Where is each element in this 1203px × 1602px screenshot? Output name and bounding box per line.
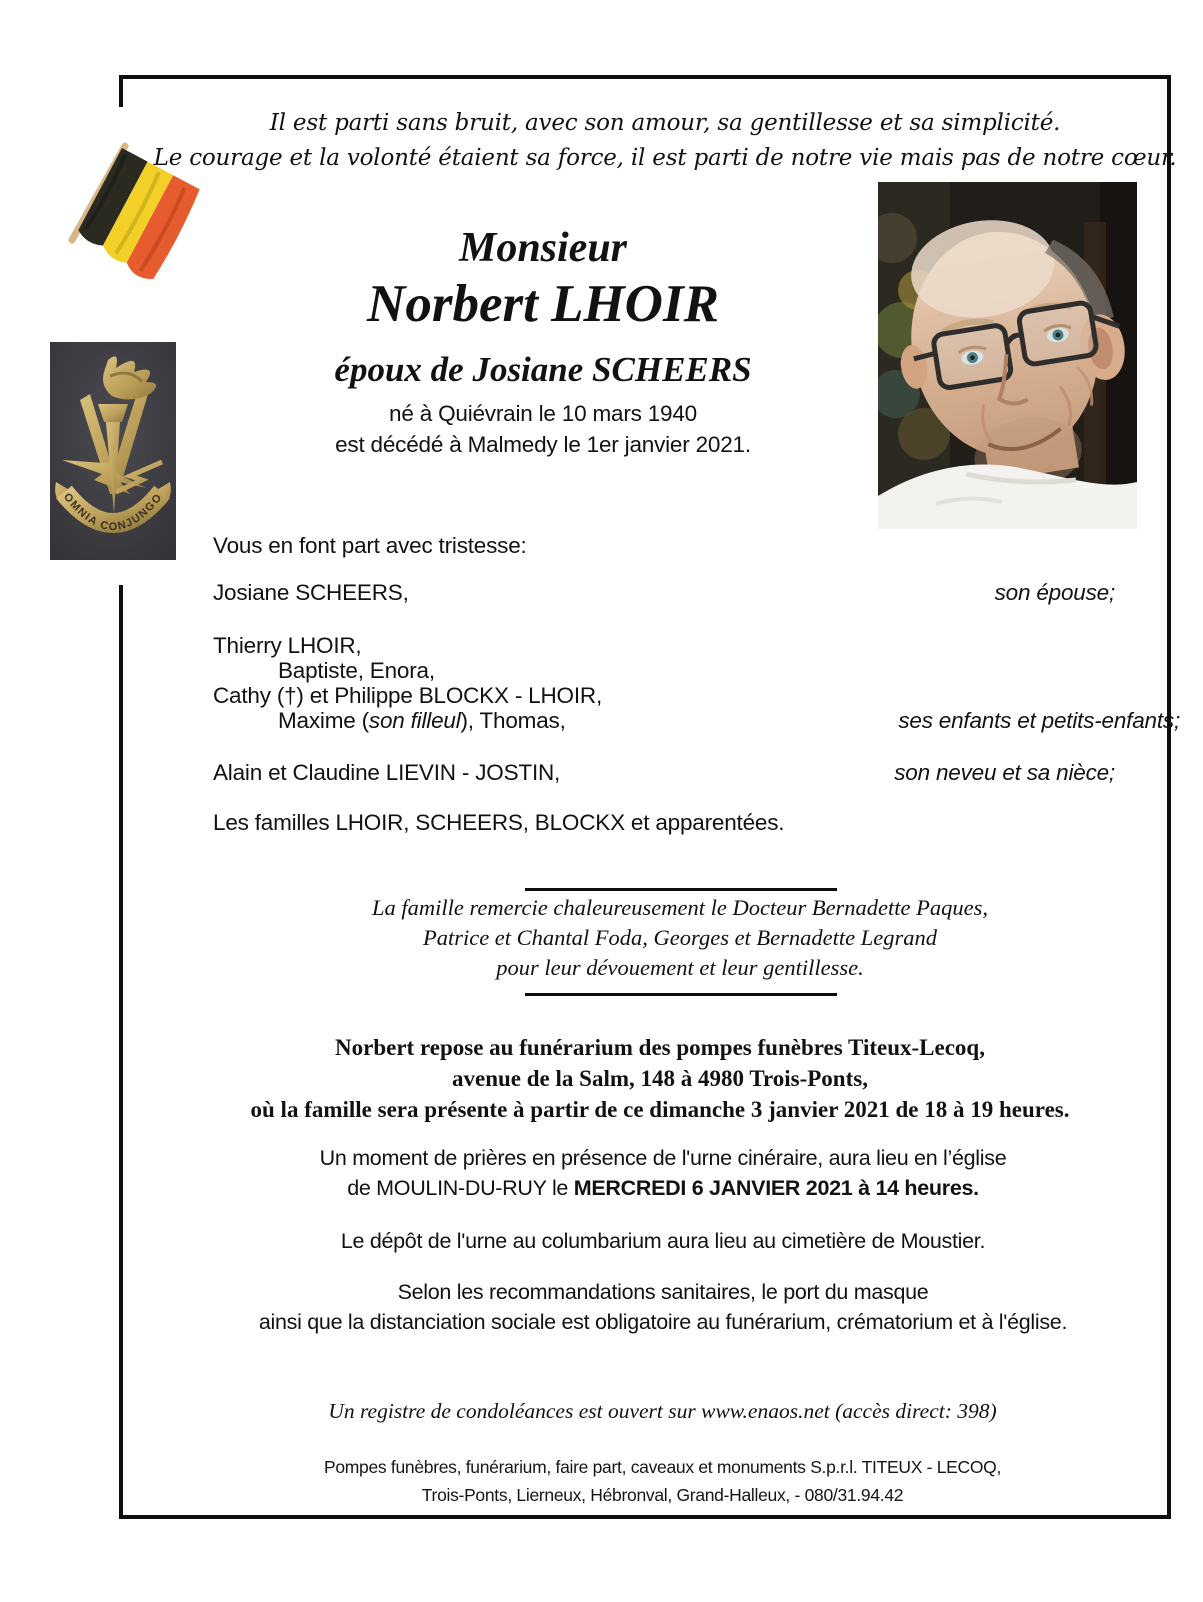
vital-dates (133, 398, 953, 460)
family-row (213, 760, 1115, 786)
thanks-line1: La famille remercie chaleureusement le Docteur Bernadette Paques, (371, 895, 989, 920)
family-relation: ses enfants et petits-enfants; (898, 708, 1180, 733)
register-line: Un registre de condoléances est ouvert sur www.enaos.net (accès direct: 398) (328, 1399, 997, 1423)
wake-paragraph (140, 1032, 1180, 1125)
covid-line2: ainsi que la distanciation sociale est obligatoire au funérarium, crématorium et à l'église. (258, 1310, 1068, 1334)
section-divider (525, 888, 837, 891)
birth-line: né à Quiévrain le 10 mars 1940 (389, 401, 697, 426)
thanks-line3: pour leur dévouement et leur gentillesse. (496, 955, 864, 980)
family-row (213, 810, 1115, 836)
footer-line1: Pompes funèbres, funérarium, faire part, caveaux et monuments S.p.r.l. TITEUX - LECOQ, (323, 1457, 1002, 1477)
prayer-datetime: MERCREDI 6 JANVIER 2021 à 14 heures. (573, 1176, 979, 1200)
family-row (213, 708, 1180, 734)
funeral-home-footer (145, 1453, 1180, 1509)
family-relation: son neveu et sa nièce; (894, 760, 1115, 785)
family-row (213, 658, 1180, 684)
wake-line1: Norbert repose au funérarium des pompes funèbres Titeux-Lecoq, (335, 1035, 985, 1060)
burial-line: Le dépôt de l'urne au columbarium aura lieu au cimetière de Moustier. (340, 1229, 986, 1253)
family-member: Josiane SCHEERS, (213, 580, 409, 605)
covid-paragraph (143, 1277, 1183, 1337)
family-member: Thierry LHOIR, (213, 633, 362, 658)
epitaph (150, 106, 1180, 176)
family-member: Maxime (son filleul), Thomas, (278, 708, 566, 733)
wake-line2: avenue de la Salm, 148 à 4980 Trois-Ponts, (452, 1066, 868, 1091)
family-member: Baptiste, Enora, (278, 658, 435, 683)
thanks-paragraph (160, 893, 1200, 983)
family-row (213, 633, 1115, 659)
epitaph-line1: Il est parti sans bruit, avec son amour, sa gentillesse et sa simplicité. (269, 110, 1061, 136)
epitaph-line2: Le courage et la volonté étaient sa force, il est parti de notre vie mais pas de notre cœur. (153, 145, 1177, 171)
section-divider (525, 993, 837, 996)
wake-line3: où la famille sera présente à partir de ce dimanche 3 janvier 2021 de 18 à 19 heures. (250, 1097, 1070, 1122)
family-row (213, 683, 1115, 709)
announcement-intro: Vous en font part avec tristesse: (213, 533, 527, 558)
family-member: Les familles LHOIR, SCHEERS, BLOCKX et apparentées. (213, 810, 785, 835)
family-member: Alain et Claudine LIEVIN - JOSTIN, (213, 760, 561, 785)
badge-motto-text: OMNIA CONJUNGO (60, 490, 166, 534)
salutation: Monsieur (458, 225, 628, 271)
footer-line2: Trois-Ponts, Lierneux, Hébronval, Grand-Halleux, - 080/31.94.42 (421, 1485, 904, 1505)
family-member: Cathy (†) et Philippe BLOCKX - LHOIR, (213, 683, 602, 708)
family-relation: son épouse; (994, 580, 1115, 605)
deceased-name: Norbert LHOIR (367, 275, 719, 333)
family-row (213, 580, 1115, 606)
spouse-line: époux de Josiane SCHEERS (334, 350, 752, 389)
prayer-paragraph (143, 1143, 1183, 1203)
thanks-line2: Patrice et Chantal Foda, Georges et Bernadette Legrand (422, 925, 938, 950)
prayer-line2: de MOULIN-DU-RUY le MERCREDI 6 JANVIER 2021 à 14 heures. (347, 1176, 979, 1200)
death-line: est décédé à Malmedy le 1er janvier 2021. (335, 432, 751, 457)
prayer-line1: Un moment de prières en présence de l'urne cinéraire, aura lieu en l’église (319, 1146, 1007, 1170)
covid-line1: Selon les recommandations sanitaires, le port du masque (397, 1280, 929, 1304)
